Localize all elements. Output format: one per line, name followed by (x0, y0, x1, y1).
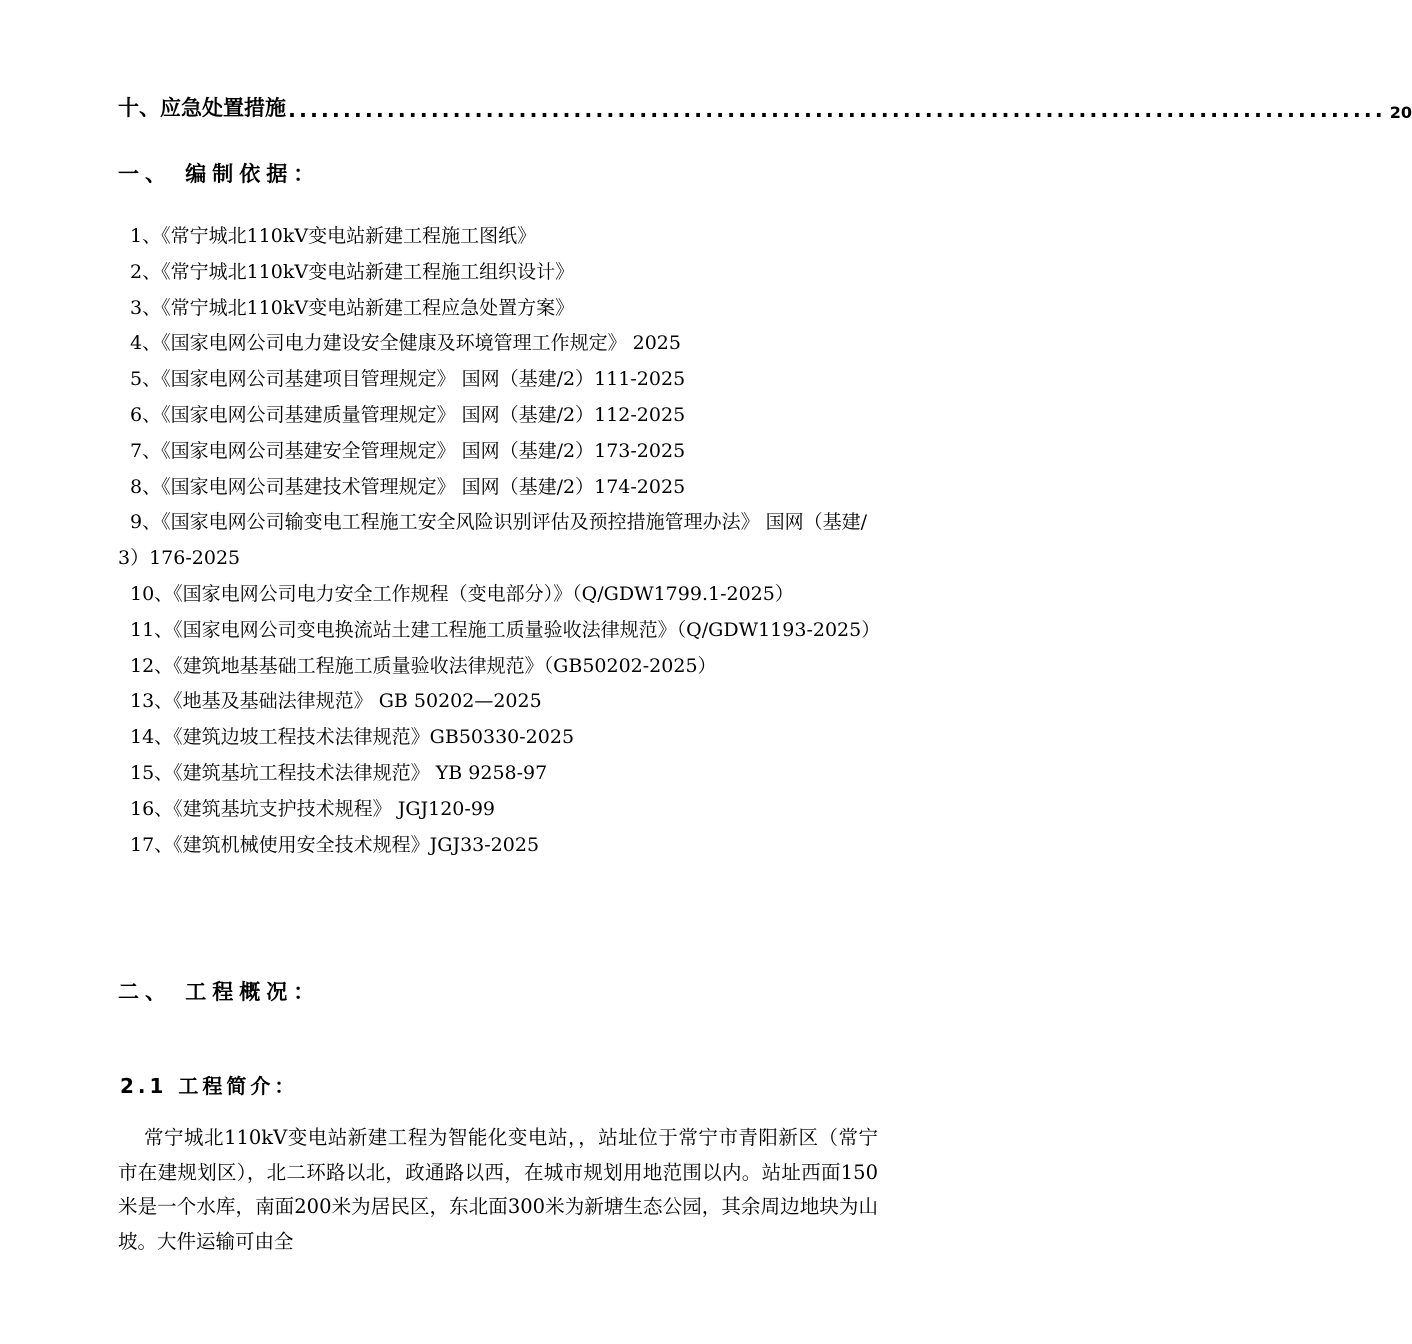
list-item: 13、《地基及基础法律规范》 GB 50202—2025 (130, 690, 542, 713)
list-item: 6、《国家电网公司基建质量管理规定》 国网（基建/2）112-2025 (130, 403, 686, 426)
list-item: 3、《常宁城北110kV变电站新建工程应急处置方案》 (130, 296, 575, 319)
list-item: 1、《常宁城北110kV变电站新建工程施工图纸》 (130, 225, 537, 247)
list-item: 2、《常宁城北110kV变电站新建工程施工组织设计》 (130, 260, 575, 283)
list-item: 16、《建筑基坑支护技术规程》 JGJ120-99 (130, 797, 495, 820)
list-item: 14、《建筑边坡工程技术法律规范》GB50330-2025 (130, 726, 575, 749)
list-item: 12、《建筑地基基础工程施工质量验收法律规范》（GB50202-2025） (130, 654, 717, 677)
list-item: 15、《建筑基坑工程技术法律规范》 YB 9258-97 (130, 761, 548, 784)
subsection-heading-intro: 2.1 工程简介： (120, 1074, 299, 1098)
list-item: 11、《国家电网公司变电换流站土建工程施工质量验收法律规范》（Q/GDW1193-2025） (130, 618, 881, 641)
list-item: 8、《国家电网公司基建技术管理规定》 国网（基建/2）174-2025 (130, 475, 686, 498)
section-heading-overview: 二、 工程概况： (118, 980, 321, 1004)
intro-paragraph: 常宁城北110kV变电站新建工程为智能化变电站，，站址位于常宁市青阳新区（常宁市在建规划区），北二环路以北，政通路以西，在城市规划用地范围以内。站址西面150米是一个水库，南面200米为居民区，东北面300米为新塘生态公园，其余周边地块为山坡。大件运输可由全 (118, 1126, 878, 1253)
list-item: 5、《国家电网公司基建项目管理规定》 国网（基建/2）111-2025 (130, 368, 686, 391)
toc-entry-title: 十、应急处置措施 (118, 96, 286, 120)
list-item: 9、《国家电网公司输变电工程施工安全风险识别评估及预控措施管理办法》 国网（基建/3）176-2025 (118, 511, 868, 570)
reference-list (118, 219, 881, 863)
toc-leader-dots: .................................................................................................... (288, 98, 1386, 122)
toc-entry[interactable] (118, 92, 1412, 122)
list-item: 4、《国家电网公司电力建设安全健康及环境管理工作规定》 2025 (130, 332, 681, 355)
list-item: 17、《建筑机械使用安全技术规程》JGJ33-2025 (130, 833, 540, 856)
list-item: 7、《国家电网公司基建安全管理规定》 国网（基建/2）173-2025 (130, 439, 686, 462)
toc-page-number: 20 (1389, 103, 1412, 122)
list-item: 10、《国家电网公司电力安全工作规程（变电部分）》（Q/GDW1799.1-2025） (130, 582, 794, 605)
section-heading-basis: 一、 编制依据： (118, 162, 321, 186)
